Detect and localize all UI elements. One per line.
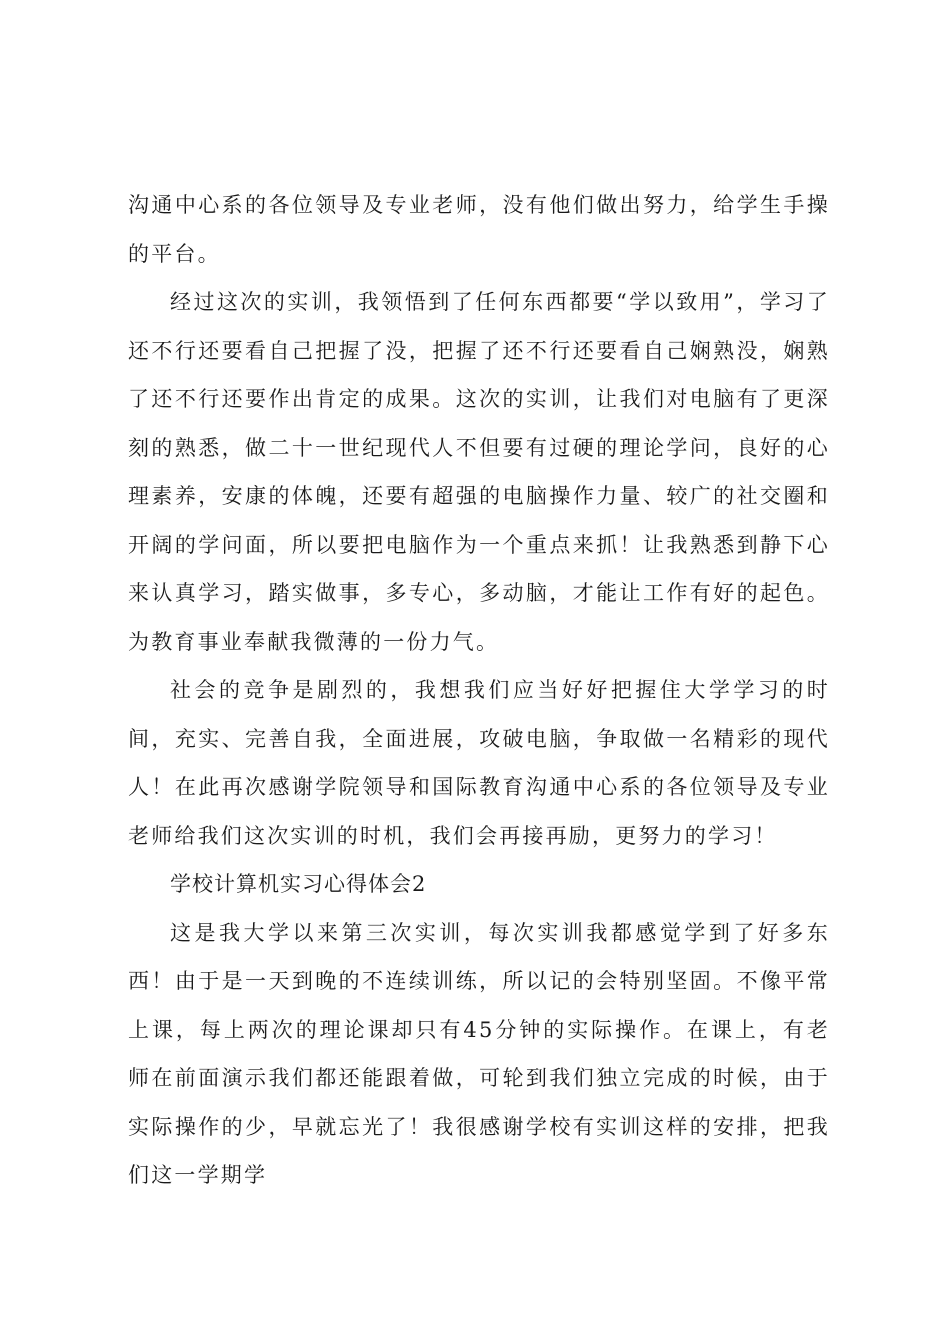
paragraph-continuation: 沟通中心系的各位领导及专业老师，没有他们做出努力，给学生手操的平台。 (128, 193, 830, 266)
section-heading: 学校计算机实习心得体会2 (170, 872, 427, 896)
document-body (128, 181, 830, 1200)
paragraph-third-training: 这是我大学以来第三次实训，每次实训我都感觉学到了好多东西！由于是一天到晚的不连续训练，所以记的会特别坚固。不像平常上课，每上两次的理论课却只有45分钟的实际操作。在课上，有老师在前面演示我们都还能跟着做，可轮到我们独立完成的时候，由于实际操作的少，早就忘光了！我很感谢学校有实训这样的安排，把我们这一学期学 (128, 920, 830, 1187)
paragraph-competition: 社会的竞争是剧烈的，我想我们应当好好把握住大学学习的时间，充实、完善自我，全面进展，攻破电脑，争取做一名精彩的现代人！在此再次感谢学院领导和国际教育沟通中心系的各位领导及专业老师给我们这次实训的时机，我们会再接再励，更努力的学习！ (128, 678, 830, 848)
paragraph-practice-reflection: 经过这次的实训，我领悟到了任何东西都要“学以致用”，学习了还不行还要看自己把握了没，把握了还不行还要看自己娴熟没，娴熟了还不行还要作出肯定的成果。这次的实训，让我们对电脑有了更深刻的熟悉，做二十一世纪现代人不但要有过硬的理论学问，良好的心理素养，安康的体魄，还要有超强的电脑操作力量、较广的社交圈和开阔的学问面，所以要把电脑作为一个重点来抓！让我熟悉到静下心来认真学习，踏实做事，多专心，多动脑，才能让工作有好的起色。为教育事业奉献我微薄的一份力气。 (128, 290, 830, 654)
